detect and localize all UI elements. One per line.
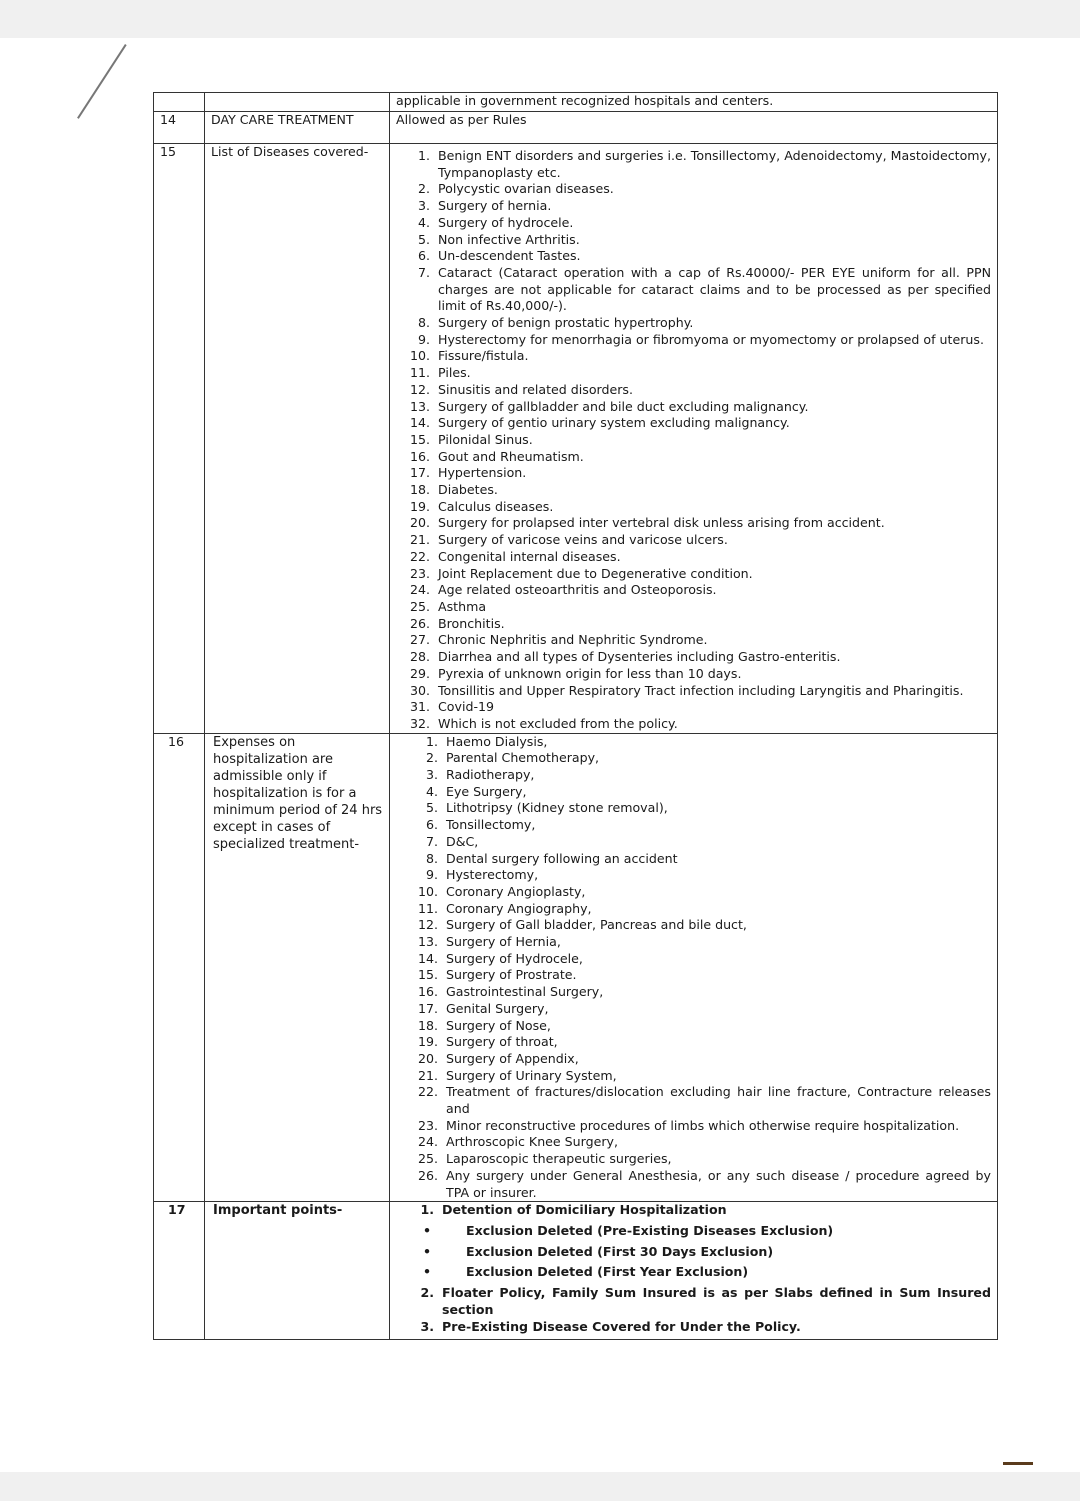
item-text: Radiotherapy, [446,767,535,783]
list-item [408,699,991,716]
item-text: Surgery of Prostrate. [446,967,577,983]
row-number: 17 [154,1202,205,1340]
item-number: 13. [417,934,438,950]
item-text: Bronchitis. [438,615,505,631]
list-item [416,934,991,951]
row-label: Important points- [205,1202,390,1340]
item-number: 2. [425,750,438,766]
list-item [408,415,991,432]
list-item [408,515,991,532]
item-text: Genital Surgery, [446,1000,549,1016]
list-item [416,967,991,984]
table-row-16 [154,733,998,1202]
list-item [416,951,991,968]
list-item [416,767,991,784]
list-item [416,1068,991,1085]
item-text: Benign ENT disorders and surgeries i.e. Tonsillectomy, Adenoidectomy, Mastoidectomy, Tympanoplasty etc. [438,148,991,180]
item-text: Surgery for prolapsed inter vertebral disk unless arising from accident. [438,515,885,531]
row-number: 15 [154,144,205,734]
item-number: • [422,1243,432,1259]
list-item [408,666,991,683]
item-text: Arthroscopic Knee Surgery, [446,1134,618,1150]
list-item [408,649,991,666]
item-text: Detention of Domiciliary Hospitalization [442,1202,727,1218]
list-item [416,1168,991,1201]
list-item [408,248,991,265]
item-text: D&C, [446,833,479,849]
item-number: 28. [409,649,430,665]
item-text: Lithotripsy (Kidney stone removal), [446,800,668,816]
list-item [408,399,991,416]
row-content: Allowed as per Rules [390,112,998,144]
item-number: 15. [409,431,430,447]
item-number: 18. [409,482,430,498]
list-item [412,1264,991,1281]
list-item [408,549,991,566]
item-text: Surgery of benign prostatic hypertrophy. [438,315,694,331]
item-text: Hysterectomy for menorrhagia or fibromyoma or myomectomy or prolapsed of uterus. [438,331,984,347]
item-number: 19. [409,498,430,514]
list-item [416,851,991,868]
item-number: 14. [409,415,430,431]
list-item [416,917,991,934]
item-number: 20. [417,1050,438,1066]
list-item [408,365,991,382]
item-number: 13. [409,398,430,414]
list-item [408,632,991,649]
item-text: Tonsillectomy, [446,817,536,833]
item-number: 5. [417,231,430,247]
item-text: Surgery of Hydrocele, [446,950,583,966]
important-points-list [412,1202,991,1335]
item-number: 12. [409,381,430,397]
item-number: 24. [409,582,430,598]
item-number: 3. [425,767,438,783]
item-text: Treatment of fractures/dislocation excluding hair line fracture, Contracture releases and [446,1084,991,1117]
item-text: Chronic Nephritis and Nephritic Syndrome. [438,632,708,648]
item-number: 30. [409,682,430,698]
item-number: 6. [417,248,430,264]
list-item [408,382,991,399]
item-text: Surgery of throat, [446,1034,558,1050]
item-number: 29. [409,665,430,681]
list-item [416,784,991,801]
item-number: 7. [425,833,438,849]
list-item [416,1051,991,1068]
table-row-17 [154,1202,998,1340]
item-number: 25. [409,598,430,614]
item-number: 23. [409,565,430,581]
item-text: Sinusitis and related disorders. [438,381,633,397]
list-item [416,1151,991,1168]
item-text: Exclusion Deleted (First Year Exclusion) [466,1264,749,1280]
item-number: 26. [409,615,430,631]
item-text: Covid-19 [438,699,495,715]
list-item [408,616,991,633]
list-item [416,984,991,1001]
list-item [408,683,991,700]
item-number: 6. [425,817,438,833]
item-text: Gout and Rheumatism. [438,448,584,464]
item-text: Coronary Angiography, [446,900,592,916]
item-text: Haemo Dialysis, [446,733,548,749]
list-item [416,734,991,751]
specialized-treatment-list [416,734,991,1202]
item-number: 22. [409,548,430,564]
list-item [412,1285,991,1318]
item-text: Polycystic ovarian diseases. [438,181,614,197]
list-item [416,817,991,834]
row-number: 14 [154,112,205,144]
coverage-table [153,92,998,1340]
item-number: 2. [417,181,430,197]
item-number: 8. [417,315,430,331]
item-number: 12. [417,917,438,933]
item-number: 14. [417,950,438,966]
item-number: 3. [417,198,430,214]
list-item [408,499,991,516]
item-text: Gastrointestinal Surgery, [446,984,604,1000]
item-number: 5. [425,800,438,816]
list-item [416,1001,991,1018]
item-number: 18. [417,1017,438,1033]
item-number: 3. [420,1318,434,1334]
item-number: 16. [409,448,430,464]
row-label: List of Diseases covered- [205,144,390,734]
list-item [408,315,991,332]
item-text: Tonsillitis and Upper Respiratory Tract infection including Laryngitis and Pharingitis. [438,682,964,698]
item-number: • [422,1223,432,1238]
list-item [416,884,991,901]
item-number: 9. [417,331,430,347]
item-number: 16. [417,984,438,1000]
list-item [416,1118,991,1135]
item-number: 8. [425,850,438,866]
item-text: Pre-Existing Disease Covered for Under the Policy. [442,1318,801,1334]
item-text: Surgery of Gall bladder, Pancreas and bile duct, [446,917,747,933]
list-item [408,148,991,181]
list-item [408,181,991,198]
item-text: Surgery of gallbladder and bile duct excluding malignancy. [438,398,809,414]
item-number: 2. [420,1285,434,1301]
table-row-15 [154,144,998,734]
item-number: 17. [417,1000,438,1016]
item-number: 15. [417,967,438,983]
list-item [412,1223,991,1240]
list-item [408,332,991,349]
item-text: Exclusion Deleted (Pre-Existing Diseases Exclusion) [466,1223,834,1238]
item-number: 17. [409,465,430,481]
list-item [408,582,991,599]
item-text: Un-descendent Tastes. [438,248,581,264]
item-number: 23. [417,1117,438,1133]
list-item [408,348,991,365]
list-item [408,198,991,215]
list-item [408,215,991,232]
list-item [416,867,991,884]
item-number: 19. [417,1034,438,1050]
item-number: 31. [409,699,430,715]
item-text: Asthma [438,598,487,614]
item-number: 21. [417,1067,438,1083]
item-number: 26. [417,1167,438,1183]
row-label: Expenses on hospitalization are admissible only if hospitalization is for a minimum period of 24 hrs except in cases of specialized treatment- [205,733,390,1202]
item-text: Congenital internal diseases. [438,548,621,564]
item-number: 1. [420,1202,434,1218]
item-number: 4. [425,783,438,799]
list-item [416,750,991,767]
item-text: Pilonidal Sinus. [438,431,533,447]
item-number: 32. [409,715,430,731]
item-number: 9. [425,867,438,883]
list-item [408,265,991,315]
item-text: Surgery of varicose veins and varicose ulcers. [438,532,728,548]
diseases-list [408,148,991,733]
item-text: Diabetes. [438,482,498,498]
item-number: 1. [417,148,430,163]
item-text: Hysterectomy, [446,867,539,883]
row-number: 16 [154,733,205,1202]
list-item [408,716,991,733]
item-text: Coronary Angioplasty, [446,883,586,899]
item-number: 27. [409,632,430,648]
list-item [416,1134,991,1151]
item-number: 11. [409,365,430,381]
row-label: DAY CARE TREATMENT [205,112,390,144]
item-text: Floater Policy, Family Sum Insured is as per Slabs defined in Sum Insured section [442,1285,991,1317]
list-item [416,1084,991,1117]
item-text: Surgery of Hernia, [446,934,561,950]
item-number: 4. [417,214,430,230]
list-item [416,834,991,851]
list-item [408,532,991,549]
list-item [408,566,991,583]
list-item [416,800,991,817]
item-text: Cataract (Cataract operation with a cap of Rs.40000/- PER EYE uniform for all. PPN charges are not applicable for cataract claims and to be processed as per specified limit of Rs.40,000/-). [438,264,991,314]
item-text: Fissure/fistula. [438,348,529,364]
item-number: • [422,1264,432,1280]
item-text: Pyrexia of unknown origin for less than 10 days. [438,665,742,681]
list-item [408,482,991,499]
item-text: Surgery of hydrocele. [438,214,574,230]
item-text: Minor reconstructive procedures of limbs which otherwise require hospitalization. [446,1117,960,1133]
item-text: Which is not excluded from the policy. [438,715,678,731]
list-item [416,1018,991,1035]
item-number: 21. [409,532,430,548]
list-item [408,599,991,616]
item-text: Calculus diseases. [438,498,554,514]
item-number: 10. [409,348,430,364]
table-row [154,93,998,112]
item-text: Any surgery under General Anesthesia, or any such disease / procedure agreed by TPA or insurer. [446,1167,991,1200]
list-item [412,1202,991,1219]
item-number: 11. [417,900,438,916]
item-number: 24. [417,1134,438,1150]
item-text: Surgery of gentio urinary system excluding malignancy. [438,415,790,431]
scan-mark [1003,1462,1033,1465]
item-text: Laparoscopic therapeutic surgeries, [446,1151,672,1167]
table-row-14 [154,112,998,144]
list-item [408,465,991,482]
item-number: 10. [417,883,438,899]
item-number: 1. [425,733,438,749]
item-text: Dental surgery following an accident [446,850,678,866]
item-number: 22. [417,1084,438,1100]
item-text: Parental Chemotherapy, [446,750,600,766]
item-text: Piles. [438,365,471,381]
continued-text: applicable in government recognized hospitals and centers. [390,93,998,112]
item-text: Exclusion Deleted (First 30 Days Exclusion) [466,1243,774,1259]
list-item [408,449,991,466]
item-text: Surgery of hernia. [438,198,552,214]
list-item [416,901,991,918]
item-text: Surgery of Urinary System, [446,1067,617,1083]
list-item [408,232,991,249]
list-item [412,1244,991,1261]
item-number: 7. [417,264,430,280]
item-text: Surgery of Appendix, [446,1050,579,1066]
item-text: Joint Replacement due to Degenerative condition. [438,565,753,581]
item-text: Diarrhea and all types of Dysenteries including Gastro-enteritis. [438,649,841,665]
item-number: 25. [417,1151,438,1167]
item-text: Hypertension. [438,465,527,481]
item-text: Eye Surgery, [446,783,527,799]
list-item [408,432,991,449]
list-item [416,1034,991,1051]
item-number: 20. [409,515,430,531]
item-text: Age related osteoarthritis and Osteoporosis. [438,582,717,598]
item-text: Non infective Arthritis. [438,231,580,247]
item-text: Surgery of Nose, [446,1017,551,1033]
list-item [412,1319,991,1336]
